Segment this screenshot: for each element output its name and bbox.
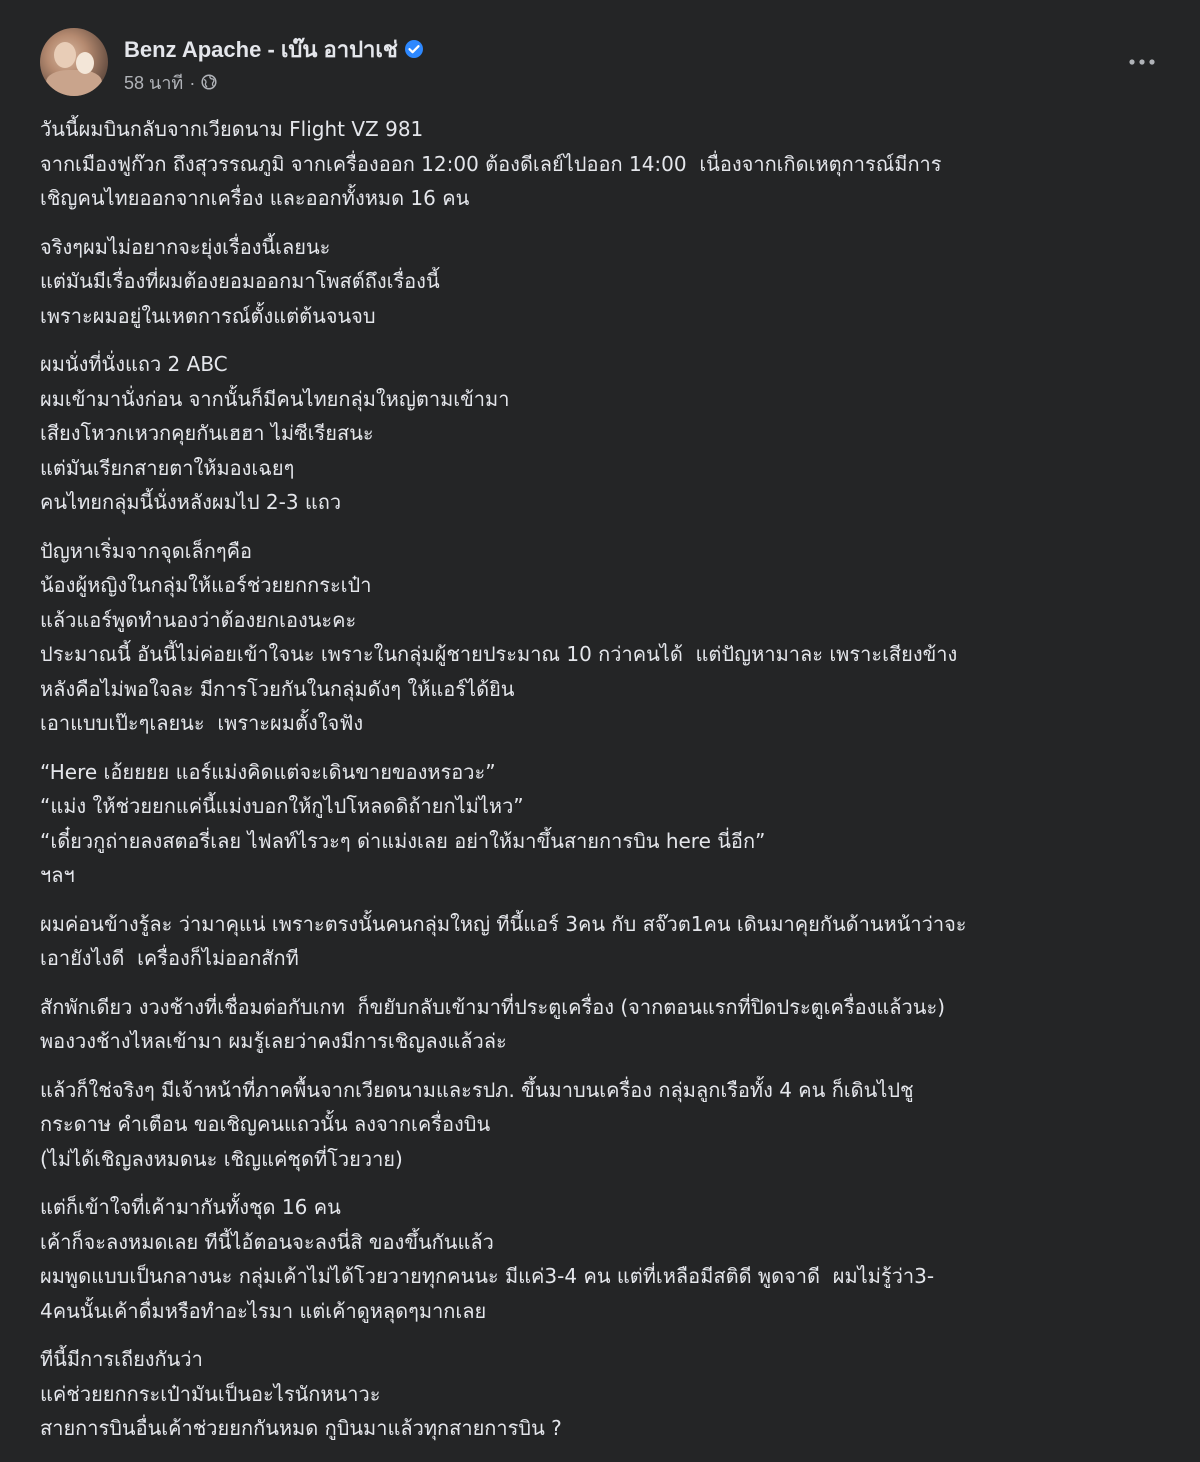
post-paragraph: วันนี้ผมบินกลับจากเวียดนาม Flight VZ 981 จากเมืองฟูก๊วก ถึงสุวรรณภูมิ จากเครื่องออก 12:00 ต้องดีเลย์ไปออก 14:00 เนื่องจากเกิดเหตุการณ์มีการ เชิญคนไทยออกจากเครื่อง และออกทั้งหมด 16 คน [40,117,942,210]
post-timestamp[interactable]: 58 นาที [124,73,184,93]
verified-badge-icon [404,39,424,59]
more-options-icon[interactable] [1122,50,1162,74]
post-header [40,28,1170,98]
post-paragraph: แต่ก็เข้าใจที่เค้ามากันทั้งชุด 16 คน เค้าก็จะลงหมดเลย ทีนี้ไอ้ตอนจะลงนี่สิ ของขึ้นกันแล้ว ผมพูดแบบเป็นกลางนะ กลุ่มเค้าไม่ได้โวยวายทุกคนนะ มีแค่3-4 คน แต่ที่เหลือมีสติดี พูดจาดี ผมไม่รู้ว่า3- 4คนนั้นเค้าดื่มหรือทำอะไรมา แต่เค้าดูหลุดๆมากเลย [40,1195,935,1323]
post-meta [124,68,217,97]
avatar-figure [46,70,102,96]
author-avatar[interactable] [40,28,108,96]
avatar-face [54,42,76,68]
avatar-face [76,52,94,74]
meta-separator: · [189,73,196,93]
post-paragraph: แล้วก็ใช่จริงๆ มีเจ้าหน้าที่ภาคพื้นจากเวียดนามและรปภ. ขึ้นมาบนเครื่อง กลุ่มลูกเรือทั้ง 4 คน ก็เดินไปชู กระดาษ คำเตือน ขอเชิญคนแถวนั้น ลงจากเครื่องบิน (ไม่ได้เชิญลงหมดนะ เชิญแค่ชุดที่โวยวาย) [40,1077,914,1171]
post-paragraph: ทีนี้มีการเถียงกันว่า แค่ช่วยยกกระเป๋ามันเป็นอะไรนักหนาวะ สายการบินอื่นเค้าช่วยยกกันหมด กูบินมาแล้วทุกสายการบิน ? [40,1347,562,1440]
author-name[interactable]: Benz Apache - เบ๊น อาปาเช่ [124,37,398,62]
post-paragraph: “Here เอ้ยยยย แอร์แม่งคิดแต่จะเดินขายของหรอวะ” “แม่ง ให้ช่วยยกแค่นี้แม่งบอกให้กูไปโหลดดิถ้ายกไม่ไหว” “เดี๋ยวกูถ่ายลงสตอรี่เลย ไฟลท์ไรวะๆ ด่าแม่งเลย อย่าให้มาขึ้นสายการบิน here นี่อีก” ฯลฯ [40,759,766,887]
post-body [40,112,1170,1460]
post-paragraph: ผมนั่งที่นั่งแถว 2 ABC ผมเข้ามานั่งก่อน จากนั้นก็มีคนไทยกลุ่มใหญ่ตามเข้ามา เสียงโหวกเหวกคุยกันเฮฮา ไม่ซีเรียสนะ แต่มันเรียกสายตาให้มองเฉยๆ คนไทยกลุ่มนี้นั่งหลังผมไป 2-3 แถว [40,352,510,514]
globe-icon[interactable] [201,74,217,90]
post-paragraph: ผมค่อนข้างรู้ละ ว่ามาคุแน่ เพราะตรงนั้นคนกลุ่มใหญ่ ทีนี้แอร์ 3คน กับ สจ๊วต1คน เดินมาคุยกันด้านหน้าว่าจะ เอายังไงดี เครื่องก็ไม่ออกสักที [40,911,967,970]
author-name-row [124,32,424,67]
post-paragraph: สักพักเดียว งวงช้างที่เชื่อมต่อกับเกท ก็ขยับกลับเข้ามาที่ประตูเครื่อง (จากตอนแรกที่ปิดประตูเครื่องแล้วนะ) พองวงช้างไหลเข้ามา ผมรู้เลยว่าคงมีการเชิญลงแล้วล่ะ [40,994,945,1053]
post-paragraph: ปัญหาเริ่มจากจุดเล็กๆคือ น้องผู้หญิงในกลุ่มให้แอร์ช่วยยกกระเป๋า แล้วแอร์พูดทำนองว่าต้องยกเองนะคะ ประมาณนี้ อันนี้ไม่ค่อยเข้าใจนะ เพราะในกลุ่มผู้ชายประมาณ 10 กว่าคนได้ แต่ปัญหามาละ เพราะเสียงข้าง หลังคือไม่พอใจละ มีการโวยกันในกลุ่มดังๆ ให้แอร์ได้ยิน เอาแบบเป๊ะๆเลยนะ เพราะผมตั้งใจฟัง [40,538,958,735]
post-paragraph: จริงๆผมไม่อยากจะยุ่งเรื่องนี้เลยนะ แต่มันมีเรื่องที่ผมต้องยอมออกมาโพสต์ถึงเรื่องนี้ เพราะผมอยู่ในเหตการณ์ตั้งแต่ต้นจนจบ [40,234,440,328]
